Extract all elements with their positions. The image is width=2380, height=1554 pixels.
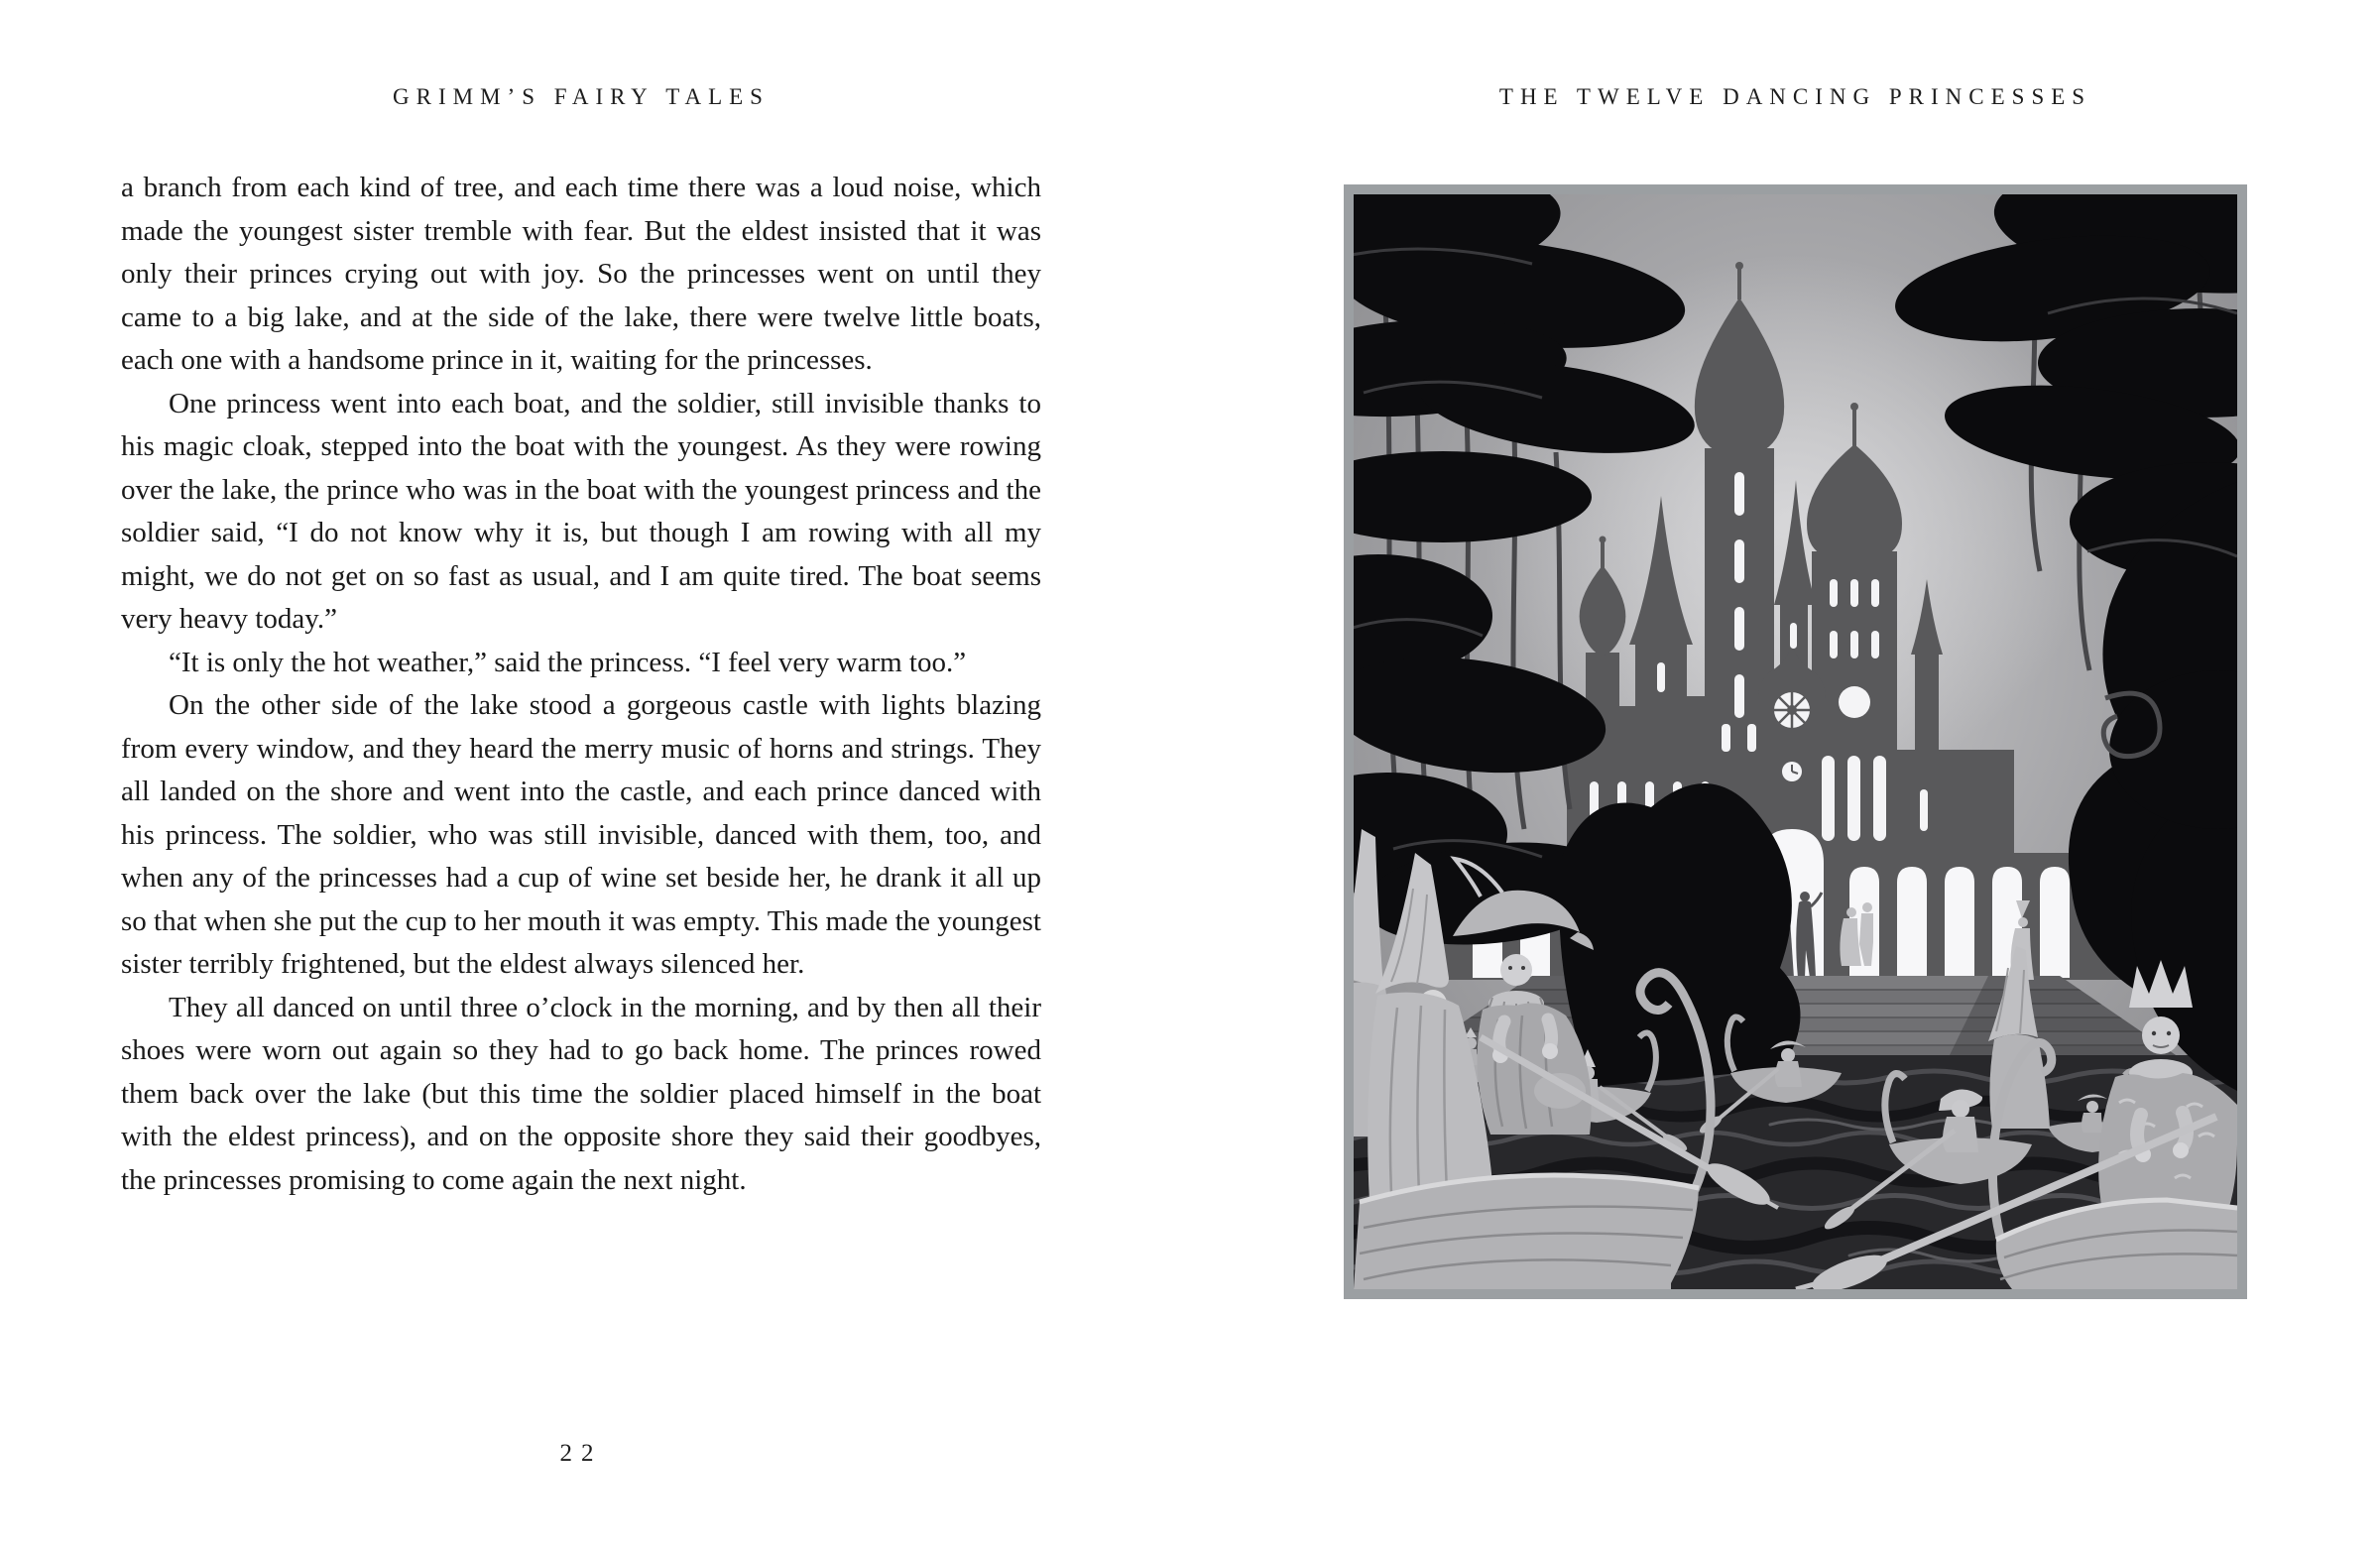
story-text [121,167,1041,1202]
right-running-header: THE TWELVE DANCING PRINCESSES [1498,84,2092,109]
story-paragraph: a branch from each kind of tree, and each time there was a loud noise, which made the youngest sister tremble with fear. But the eldest insisted that it was only their princes crying out with joy. So the princesses went on until they came to a big lake, and at the side of the lake, there were twelve little boats, each one with a handsome prince in it, waiting for the princesses. [121,172,1041,376]
illustration [1344,184,2247,1299]
story-paragraph: They all danced on until three o’clock in the morning, and by then all their shoes were worn out again so they had to go back home. The princes rowed them back over the lake (but this time the soldier placed himself in the boat with the eldest princess), and on the opposite shore they said their goodbyes, the princesses promising to come again the next night. [121,991,1041,1196]
page-number: 22 [559,1440,603,1467]
story-paragraph: On the other side of the lake stood a gorgeous castle with lights blazing from every window, and they heard the merry music of horns and strings. They all landed on the shore and went into the castle, and each prince danced with his princess. The soldier, who was still invisible, danced with them, too, and when any of the princesses had a cup of wine set beside her, he drank it all up so that when she put the cup to her mouth it was empty. This made the youngest sister terribly frightened, but the eldest always silenced her. [121,689,1041,980]
story-paragraph: “It is only the hot weather,” said the princess. “I feel very warm too.” [169,646,967,678]
illustration-canvas [1354,194,2237,1289]
story-paragraph: One princess went into each boat, and the soldier, still invisible thanks to his magic cloak, stepped into the boat with the youngest. As they were rowing over the lake, the prince who was in the boat with the youngest princess and the soldier said, “I do not know why it is, but though I am rowing with all my might, we do not get on so fast as usual, and I am quite tired. The boat seems very heavy today.” [121,387,1041,635]
left-running-header: GRIMM’S FAIRY TALES [393,84,770,109]
